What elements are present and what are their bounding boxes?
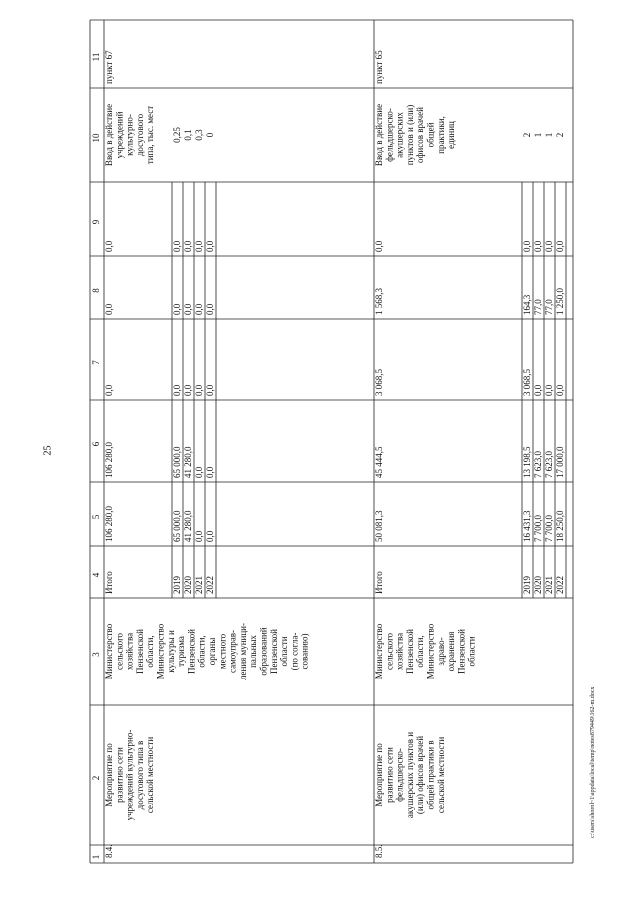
indicator-text: культурно- (124, 114, 135, 156)
year-c7: 0,0 (205, 384, 215, 396)
year-c10: 2 (522, 132, 532, 138)
executor-text: охранения (446, 631, 457, 672)
indicator-text: акушерских (394, 112, 405, 158)
year-c6: 7 623,0 (533, 451, 543, 478)
year-c10: 2 (555, 132, 565, 138)
year-label: 2020 (183, 576, 193, 594)
row-number: 8.4. (104, 844, 114, 858)
year-c8: 0,0 (205, 303, 215, 315)
executor-text: Пензенской (456, 629, 467, 674)
year-c9: 0,0 (172, 240, 182, 252)
executor-text: области, (145, 635, 156, 668)
year-c8: 164,3 (522, 294, 532, 315)
executor-text: органы (207, 637, 217, 666)
event-text: фельдшерско- (394, 748, 405, 802)
executor-text: хозяйства (124, 632, 135, 671)
column-header-5: 5 (91, 514, 101, 520)
executor-text: сельского (114, 632, 125, 671)
year-c6: 0,0 (194, 466, 204, 478)
year-label: 2019 (172, 576, 182, 594)
total-c9: 0,0 (104, 240, 114, 252)
year-c7: 0,0 (172, 384, 182, 396)
executor-text: области (466, 636, 477, 667)
executor-text: Пензенской (134, 629, 145, 674)
year-c10: 1 (544, 132, 554, 138)
year-label: 2019 (522, 576, 532, 594)
year-c7: 0,0 (544, 384, 554, 396)
year-c5: 7 700,0 (533, 515, 543, 542)
year-c10: 0 (205, 132, 215, 138)
total-c8: 1 568,3 (374, 288, 384, 315)
indicator-text: Ввод в действие (104, 103, 114, 167)
event-text: Мероприятие по (104, 743, 114, 807)
indicator-text: общей (425, 122, 436, 148)
column-header-8: 8 (91, 288, 101, 293)
year-c10: 0,25 (172, 127, 182, 143)
indicator-text: офисов врачей (415, 107, 426, 163)
total-c9: 0,0 (374, 240, 384, 252)
year-c10: 1 (533, 132, 543, 138)
executor-text: туризма (176, 636, 187, 667)
year-c8: 1 250,0 (555, 288, 565, 315)
event-text: (или) офисов врачей (415, 735, 426, 815)
footer-path: c:\users\shorol~1\appdata\local\temp\notes879449\162-m.docx (590, 686, 596, 838)
year-c10: 0,1 (183, 129, 193, 141)
event-text: Мероприятие по (374, 743, 384, 807)
executor-text: (по согла- (289, 632, 300, 671)
indicator-text: учреждений (114, 111, 125, 159)
year-c9: 0,0 (555, 240, 565, 252)
year-c6: 13 198,5 (522, 446, 532, 478)
year-c7: 0,0 (555, 384, 565, 396)
event-text: общей практики в (425, 740, 436, 810)
executor-text: области, (196, 635, 207, 668)
indicator-text: досугового (134, 113, 145, 157)
year-c9: 0,0 (544, 240, 554, 252)
executor-text: культуры и (165, 630, 176, 673)
year-c7: 3 068,5 (522, 369, 532, 396)
year-label: 2022 (555, 576, 565, 594)
column-header-6: 6 (91, 441, 101, 447)
year-c6: 7 623,0 (544, 451, 554, 478)
year-label: 2021 (544, 576, 554, 594)
year-c9: 0,0 (533, 240, 543, 252)
page-number: 25 (42, 445, 54, 456)
total-c5: 106 280,0 (104, 506, 114, 542)
total-c7: 0,0 (104, 384, 114, 396)
year-c5: 7 700,0 (544, 515, 554, 542)
year-c8: 0,0 (172, 303, 182, 315)
year-label: 2021 (194, 576, 204, 594)
event-text: досугового типа в (134, 740, 145, 810)
executor-text: образований (258, 627, 269, 676)
year-c8: 77,0 (544, 299, 554, 315)
year-c9: 0,0 (205, 240, 215, 252)
column-header-10: 10 (91, 133, 101, 143)
indicator-text: фельдшерско- (384, 108, 395, 162)
year-c6: 0,0 (205, 466, 215, 478)
year-c7: 0,0 (533, 384, 543, 396)
event-text: сельской местности (145, 736, 156, 814)
year-c7: 0,0 (194, 384, 204, 396)
row-number: 8.5. (374, 844, 384, 858)
year-c9: 0,0 (194, 240, 204, 252)
executor-text: самоуправ- (227, 629, 238, 674)
column-header-1: 1 (91, 854, 101, 860)
year-c7: 0,0 (183, 384, 193, 396)
executor-text: ления муници- (237, 623, 248, 680)
year-c5: 41 280,0 (183, 510, 193, 542)
event-text: акушерских пунктов и (404, 731, 415, 819)
column-header-4: 4 (91, 572, 101, 578)
total-c5: 50 081,3 (374, 510, 384, 542)
executor-text: области (279, 636, 290, 667)
year-c5: 18 250,0 (555, 510, 565, 542)
indicator-text: единиц (446, 121, 457, 149)
year-c5: 16 431,3 (522, 510, 532, 542)
total-label: Итого (374, 571, 384, 594)
total-c8: 0,0 (104, 303, 114, 315)
executor-text: Пензенской (186, 629, 197, 674)
year-c8: 0,0 (183, 303, 193, 315)
executor-text: сельского (384, 632, 395, 671)
year-label: 2022 (205, 576, 215, 594)
year-c10: 0,3 (194, 129, 204, 141)
year-c6: 65 000,0 (172, 446, 182, 478)
year-c5: 0,0 (205, 530, 215, 542)
column-header-11: 11 (91, 52, 101, 62)
indicator-text: практики, (435, 116, 446, 154)
executor-text: Пензенской (268, 629, 279, 674)
indicator-text: Ввод в действие (374, 103, 384, 167)
year-c9: 0,0 (522, 240, 532, 252)
executor-text: сованию) (299, 633, 310, 670)
executor-text: Пензенской (404, 629, 415, 674)
year-c8: 77,0 (533, 299, 543, 315)
indicator-text: пунктов и (или) (404, 104, 415, 166)
point-reference: пункт 65 (374, 50, 384, 84)
executor-text: хозяйства (394, 632, 405, 671)
event-text: сельской местности (435, 736, 446, 814)
point-reference: пункт 67 (104, 50, 114, 84)
event-text: развитию сети (384, 747, 395, 803)
year-label: 2020 (533, 576, 543, 594)
year-c5: 0,0 (194, 530, 204, 542)
year-c6: 41 280,0 (183, 446, 193, 478)
executor-text: Министерство (155, 623, 166, 680)
year-c9: 0,0 (183, 240, 193, 252)
column-header-2: 2 (91, 775, 101, 781)
total-c6: 45 444,5 (374, 446, 384, 478)
year-c8: 0,0 (194, 303, 204, 315)
event-text: развитию сети (114, 747, 125, 803)
year-c6: 17 000,0 (555, 446, 565, 478)
executor-text: Министерство (104, 623, 114, 680)
event-text: учреждений культурно- (124, 729, 135, 821)
executor-text: пальных (248, 635, 259, 668)
executor-text: здраво- (435, 637, 446, 666)
total-c7: 3 068,5 (374, 369, 384, 396)
executor-text: Министерство (425, 623, 436, 680)
column-header-9: 9 (91, 219, 101, 225)
executor-text: области, (415, 635, 426, 668)
column-header-7: 7 (91, 360, 101, 365)
total-label: Итого (104, 571, 114, 594)
year-c5: 65 000,0 (172, 510, 182, 542)
indicator-text: типа, тыс. мест (145, 105, 156, 165)
executor-text: Министерство (374, 623, 384, 680)
executor-text: местного (217, 633, 228, 670)
total-c6: 106 280,0 (104, 442, 114, 478)
column-header-3: 3 (91, 652, 101, 657)
